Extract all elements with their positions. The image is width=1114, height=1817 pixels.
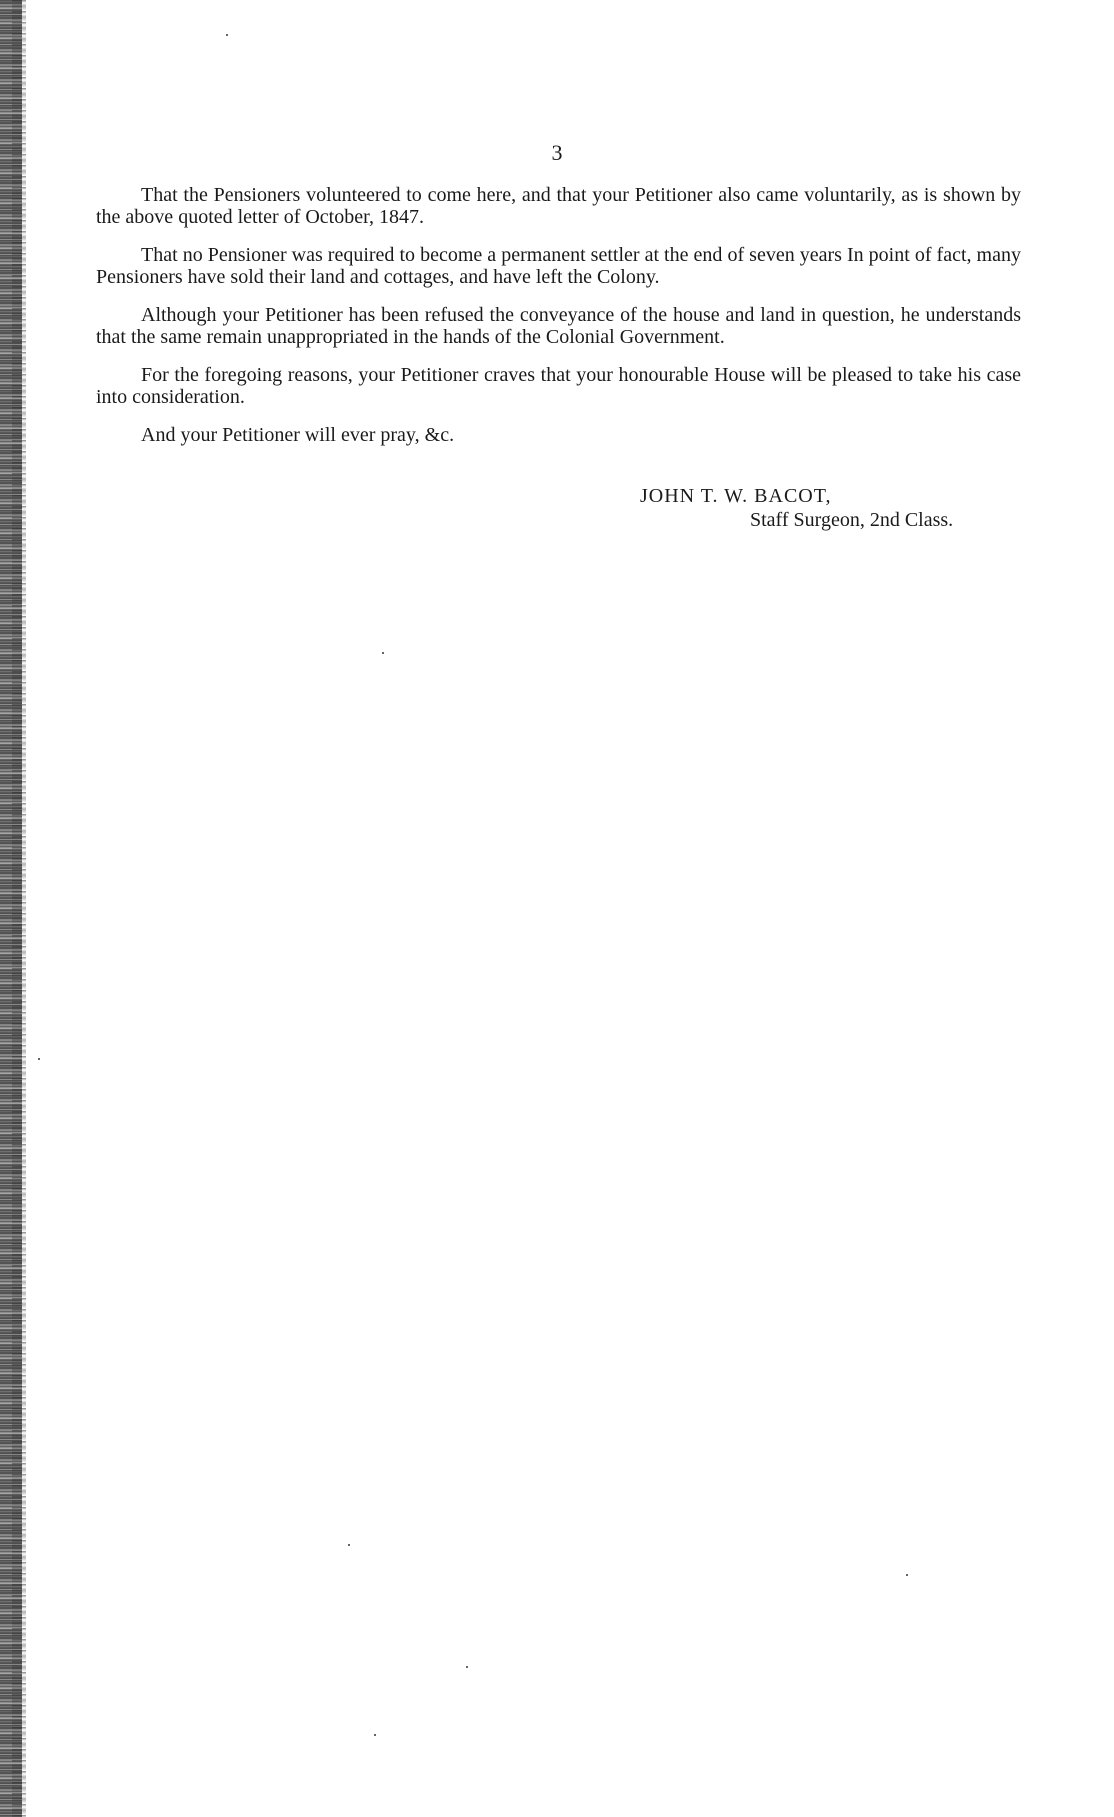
- page-number: 3: [551, 140, 563, 165]
- scan-speck: [906, 1574, 908, 1576]
- paragraph-volunteered: That the Pensioners volunteered to come here, and that your Petitioner also came voluntarily, as is shown by the above quoted letter of October, 1847.: [96, 184, 1021, 228]
- scan-speck: [226, 34, 228, 36]
- paragraph-closing: And your Petitioner will ever pray, &c.: [141, 424, 455, 446]
- signatory-title: Staff Surgeon, 2nd Class.: [750, 509, 954, 531]
- scan-speck: [374, 1734, 376, 1736]
- scan-speck: [38, 1058, 40, 1060]
- petition-body: [96, 184, 1021, 462]
- scan-speck: [466, 1666, 468, 1668]
- paragraph-permanent-settler: That no Pensioner was required to become a permanent settler at the end of seven years In point of fact, many Pensioners have sold their land and cottages, and have left the Colony.: [96, 244, 1021, 288]
- scan-edge-artifact: [0, 0, 22, 1817]
- signatory-name: JOHN T. W. BACOT,: [640, 485, 832, 507]
- paragraph-conveyance-refused: Although your Petitioner has been refused the conveyance of the house and land in question, he understands that the same remain unappropriated in the hands of the Colonial Government.: [96, 304, 1021, 348]
- paragraph-request: For the foregoing reasons, your Petitioner craves that your honourable House will be pleased to take his case into consideration.: [96, 364, 1021, 408]
- signature-block: [640, 484, 953, 532]
- scan-speck: [382, 652, 384, 654]
- scan-speck: [348, 1544, 350, 1546]
